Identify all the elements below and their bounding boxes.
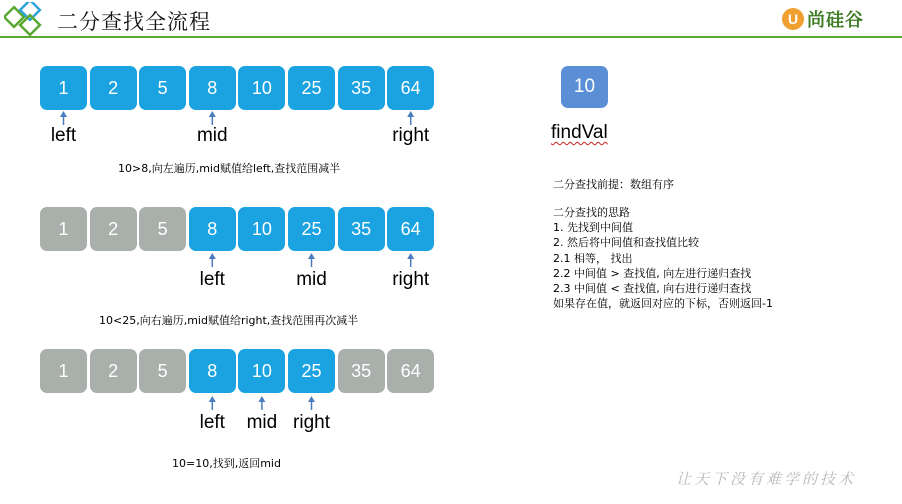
array-cell: 8 [189, 349, 236, 393]
ideas-step: 1. 先找到中间值 [553, 221, 633, 235]
pointer-label-mid: mid [196, 125, 228, 146]
step-note: 10<25,向右遍历,mid赋值给right,查找范围再次减半 [99, 314, 359, 327]
array-cell: 1 [40, 207, 87, 251]
ideas-step: 如果存在值，就返回对应的下标，否则返回-1 [553, 297, 773, 311]
pointer-arrow-head [60, 111, 67, 117]
brand-mark-icon: U [782, 8, 804, 30]
pointer-label-left: left [50, 125, 77, 146]
footer-slogan: 让天下没有难学的技术 [676, 470, 857, 488]
pointer-arrow-head [308, 396, 315, 402]
page-title: 二分查找全流程 [57, 10, 211, 34]
step-note: 10>8,向左遍历,mid赋值给left,查找范围减半 [118, 162, 341, 175]
array-cell: 64 [387, 207, 434, 251]
array-cell: 2 [90, 207, 137, 251]
array-cell: 10 [238, 207, 285, 251]
pointer-label-mid: mid [296, 269, 327, 290]
pointer-arrow-head [407, 111, 414, 117]
array-cell: 5 [139, 207, 186, 251]
array-cell: 1 [40, 66, 87, 110]
pointer-label-mid: mid [246, 412, 278, 433]
array-cell: 1 [40, 349, 87, 393]
ideas-step: 2.1 相等， 找出 [553, 251, 633, 265]
array-cell: 5 [139, 349, 186, 393]
pointer-label-right: right [392, 269, 430, 290]
array-cell: 2 [90, 66, 137, 110]
array-cell: 25 [288, 66, 335, 110]
step-note: 10=10,找到,返回mid [172, 457, 281, 470]
pointer-label-right: right [392, 125, 430, 146]
ideas-block [553, 205, 773, 311]
ideas-step: 2.2 中间值 > 查找值, 向左进行递归查找 [553, 266, 752, 280]
array-cell: 2 [90, 349, 137, 393]
pointer-label-right: right [293, 412, 330, 433]
ideas-step: 2. 然后将中间值和查找值比较 [553, 236, 699, 250]
ideas-step: 2.3 中间值 < 查找值, 向右进行递归查找 [553, 282, 752, 296]
array-cell: 8 [189, 207, 236, 251]
array-cell: 25 [288, 349, 335, 393]
ideas-title: 二分查找的思路 [553, 206, 630, 219]
brand-name: 尚硅谷 [807, 10, 864, 31]
pointer-arrow-head [308, 253, 315, 259]
array-cell: 10 [238, 349, 285, 393]
find-value-label: findVal [551, 122, 608, 143]
array-cell: 64 [387, 66, 434, 110]
array-cell: 10 [238, 66, 285, 110]
pointer-arrow-head [209, 253, 216, 259]
pointer-arrow-head [209, 111, 216, 117]
pointer-arrow-head [407, 253, 414, 259]
array-cell: 5 [139, 66, 186, 110]
array-cell: 8 [189, 66, 236, 110]
array-cell: 35 [338, 207, 385, 251]
premise-text: 二分查找前提：数组有序 [553, 178, 674, 191]
array-cell: 35 [338, 349, 385, 393]
pointer-label-left: left [199, 412, 225, 433]
pointer-arrow-head [258, 396, 265, 402]
pointer-arrow-head [209, 396, 216, 402]
pointer-label-left: left [199, 269, 225, 290]
array-cell: 25 [288, 207, 335, 251]
find-value-box: 10 [561, 66, 608, 108]
array-cell: 64 [387, 349, 434, 393]
array-cell: 35 [338, 66, 385, 110]
